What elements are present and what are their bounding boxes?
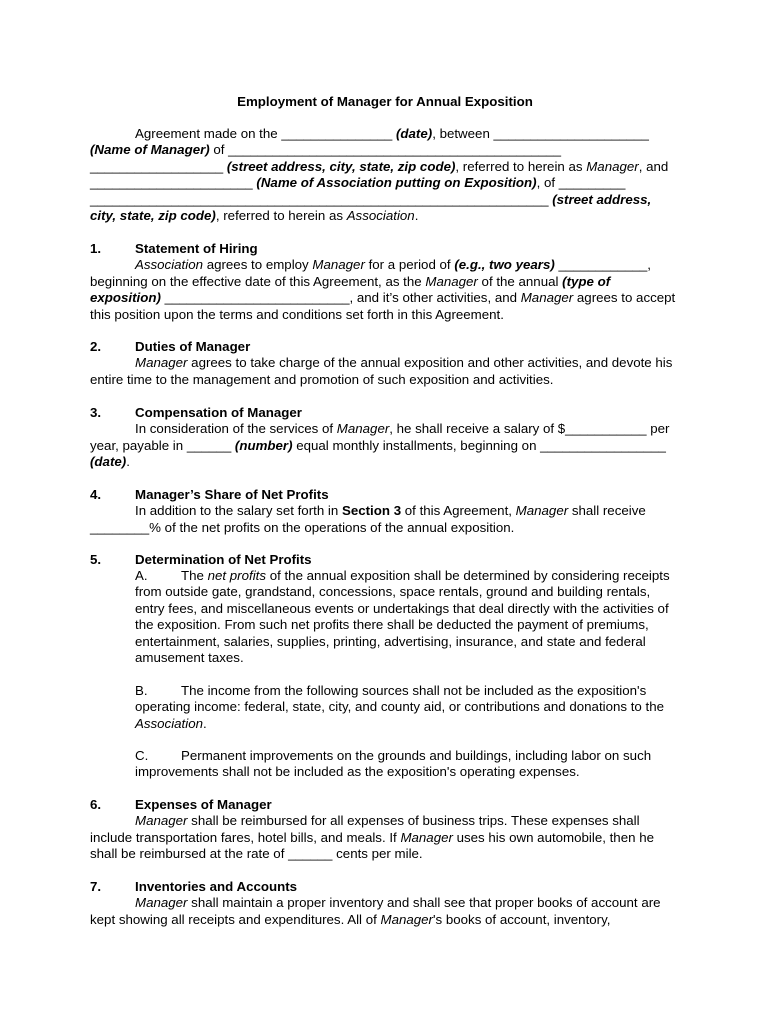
- section-7: [90, 879, 680, 928]
- section-7-heading: 7. Inventories and Accounts: [90, 879, 298, 894]
- section-5: [90, 552, 680, 568]
- section-4-body: In addition to the salary set forth in Section 3 of this Agreement, Manager shall receive ________% of the net profits on the operations of the annual exposition.: [90, 503, 646, 535]
- section-5-clause-c: C. Permanent improvements on the grounds and buildings, including labor on such improvements shall not be included as the exposition's operating expenses.: [135, 748, 652, 780]
- section-3: [90, 405, 680, 471]
- section-1: [90, 241, 680, 323]
- section-5-heading: 5. Determination of Net Profits: [90, 552, 312, 567]
- section-5-clause-b: B. The income from the following sources shall not be included as the exposition's operating income: federal, state, city, and county aid, or contributions and donations to the Association.: [135, 683, 664, 731]
- section-4-heading: 4. Manager’s Share of Net Profits: [90, 487, 329, 502]
- document-title: Employment of Manager for Annual Exposition: [237, 94, 533, 109]
- section-4: [90, 487, 680, 536]
- section-3-body: In consideration of the services of Manager, he shall receive a salary of $___________ per year, payable in ______ (number) equal monthly installments, beginning on _________________ (date).: [90, 421, 670, 470]
- section-2: [90, 339, 680, 388]
- section-7-body: Manager shall maintain a proper inventory and shall see that proper books of account are kept showing all receipts and expenditures. All of Manager's books of account, inventory,: [90, 895, 661, 927]
- section-6-heading: 6. Expenses of Manager: [90, 797, 272, 812]
- section-2-heading: 2. Duties of Manager: [90, 339, 251, 354]
- section-2-body: Manager agrees to take charge of the annual exposition and other activities, and devote his entire time to the management and promotion of such exposition and activities.: [90, 355, 673, 387]
- intro-paragraph: Agreement made on the _______________ (date), between _____________________ (Name of Manager) of _____________________________________________ __________________ (street address, city, state, zip code), referred to herein as Manager, and ______________________ (Name of Association putting on Exposition), of _________ ______________________________________________________________ (street address, city, state, zip code), referred to herein as Association.: [90, 126, 669, 224]
- section-1-heading: 1. Statement of Hiring: [90, 241, 258, 256]
- section-6: [90, 797, 680, 863]
- section-5-clause-a: A. The net profits of the annual exposition shall be determined by considering receipts from outside gate, grandstand, concessions, space rentals, ground and building rentals, entry fees, and miscellaneous events or undertakings that deal directly with the activities of the exposition. From such net profits there shall be deducted the payment of premiums, entertainment, salaries, supplies, printing, advertising, insurance, and state and federal amusement taxes.: [135, 568, 670, 666]
- section-6-body: Manager shall be reimbursed for all expenses of business trips. These expenses shall include transportation fares, hotel bills, and meals. If Manager uses his own automobile, then he shall be reimbursed at the rate of ______ cents per mile.: [90, 813, 654, 862]
- section-3-heading: 3. Compensation of Manager: [90, 405, 302, 420]
- section-1-body: Association agrees to employ Manager for a period of (e.g., two years) ____________, beginning on the effective date of this Agreement, as the Manager of the annual (type of exposition) _________________________, and it’s other activities, and Manager agrees to accept this position upon the terms and conditions set forth in this Agreement.: [90, 257, 676, 322]
